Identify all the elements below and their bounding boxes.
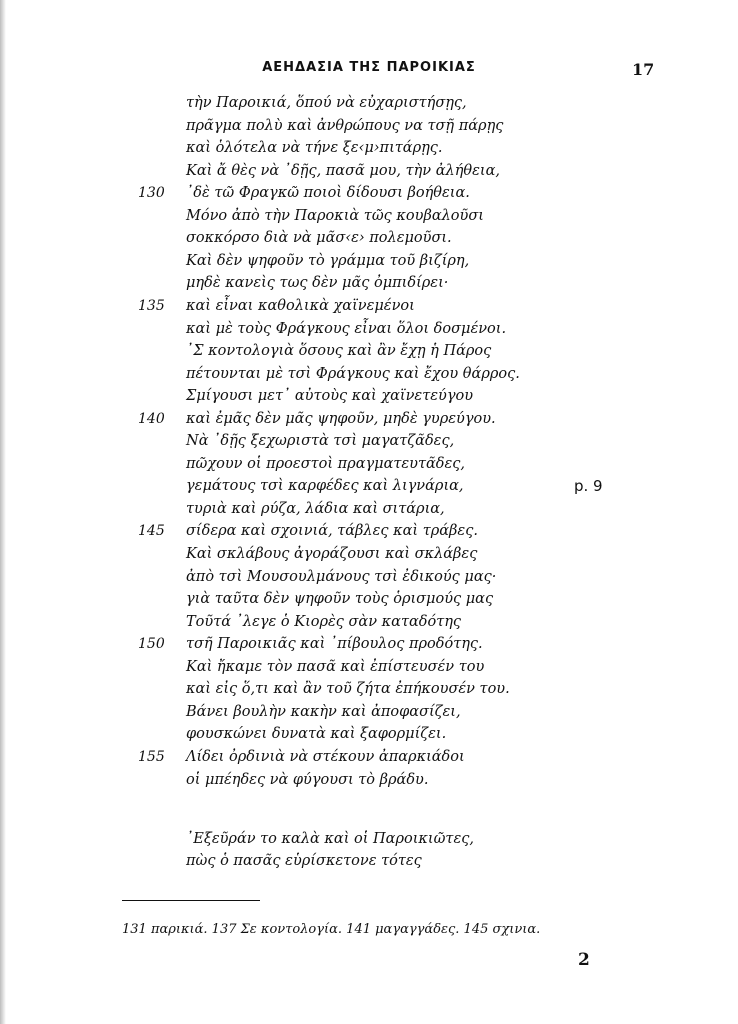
line-number: 140 — [138, 410, 165, 427]
poem-line — [0, 182, 738, 204]
poem-line — [0, 791, 738, 813]
line-text: Καὶ δὲν ψηφοῦν τὸ γράμμα τοῦ βιζίρη, — [186, 252, 470, 269]
line-text: μηδὲ κανεὶς τως δὲν μᾶς ὀμπιδίρει· — [186, 275, 449, 292]
line-text: Καὶ ἄ θὲς νὰ ᾽δῇς, πασᾶ μου, τὴν ἀλήθεια, — [186, 162, 500, 179]
poem-line — [0, 611, 738, 633]
line-text: καὶ εἰς ὅ,τι καὶ ἂν τοῦ ζήτα ἐπήκουσέν του. — [186, 681, 510, 698]
poem-line — [0, 723, 738, 745]
line-text: Μόνο ἀπὸ τὴν Παροκιὰ τῶς κουβαλοῦσι — [186, 207, 484, 224]
poem-line — [0, 566, 738, 588]
poem-line — [0, 137, 738, 159]
line-text: ᾽Σ κοντολογιὰ ὅσους καὶ ἂν ἔχῃ ἡ Πάρος — [186, 343, 492, 360]
line-text: ᾽Εξεῦράν το καλὰ καὶ οἱ Παροικιῶτες, — [186, 830, 474, 847]
running-header-title: ΑΕΗΔΑΣΙΑ ΤΗΣ ΠΑΡΟΙΚΙΑΣ — [262, 60, 476, 75]
poem-line — [0, 520, 738, 542]
poem-line — [0, 272, 738, 294]
poem-line — [0, 769, 738, 791]
poem-line — [0, 430, 738, 452]
poem-line — [0, 160, 738, 182]
line-text: τυριὰ καὶ ρύζα, λάδια καὶ σιτάρια, — [186, 500, 445, 517]
poem-line — [0, 115, 738, 137]
line-text: καὶ εἶναι καθολικὰ χαϊνεμένοι — [186, 298, 415, 314]
line-text: τὴν Παροικιά, ὅπού νὰ εὐχαριστήσῃς, — [186, 95, 467, 111]
line-text: ἀπὸ τσὶ Μουσουλμάνους τσὶ ἐδικούς μας· — [186, 568, 497, 585]
line-text: γεμάτους τσὶ καρφέδες καὶ λιγνάρια, — [186, 478, 464, 495]
poem-line — [0, 227, 738, 249]
poem-line — [0, 453, 738, 475]
poem-line — [0, 543, 738, 565]
poem-line — [0, 588, 738, 610]
line-text: πρᾶγμα πολὺ καὶ ἀνθρώπους να τσῇ πάρῃς — [186, 117, 504, 134]
line-number: 145 — [138, 523, 165, 540]
poem-line — [0, 498, 738, 520]
line-text: γιὰ ταῦτα δὲν ψηφοῦν τοὺς ὁρισμούς μας — [186, 591, 494, 608]
line-text: καὶ ὁλότελα νὰ τήνε ξε‹μ›πιτάρῃς. — [186, 140, 443, 157]
poem-line — [0, 678, 738, 700]
line-text: Λίδει ὀρδινιὰ νὰ στέκουν ἀπαρκιάδοι — [186, 749, 465, 765]
line-text: πὼς ὁ πασᾶς εὑρίσκετονε τότες — [186, 853, 422, 870]
line-number: 135 — [138, 298, 165, 314]
poem-line — [0, 656, 738, 678]
poem-line — [0, 205, 738, 227]
poem-line — [0, 385, 738, 407]
poem-line — [0, 850, 738, 872]
poem-line — [0, 318, 738, 340]
poem-line — [0, 633, 738, 655]
line-text: καὶ μὲ τοὺς Φράγκους εἶναι ὅλοι δοσμένοι. — [186, 320, 507, 337]
line-number: 155 — [138, 749, 165, 765]
line-number: 130 — [138, 185, 165, 202]
poem-line — [0, 340, 738, 362]
line-text: οἱ μπέηδες νὰ φύγουσι τὸ βράδυ. — [186, 771, 429, 788]
poem-line — [0, 250, 738, 272]
line-text: Καὶ ἤκαμε τὸν πασᾶ καὶ ἐπίστευσέν του — [186, 658, 485, 675]
footnote-divider — [122, 900, 260, 901]
poem-line — [0, 828, 738, 850]
line-text: Νὰ ᾽δῇς ξεχωριστὰ τσὶ μαγατζᾶδες, — [186, 433, 455, 450]
poem-line — [0, 363, 738, 385]
signature-mark: 2 — [578, 950, 590, 970]
poem-line — [0, 295, 738, 317]
line-text: σοκκόρσο διὰ νὰ μᾶσ‹ε› πολεμοῦσι. — [186, 230, 452, 247]
poem-line — [0, 475, 738, 497]
line-number: 150 — [138, 636, 165, 653]
poem-line — [0, 408, 738, 430]
poem-line — [0, 746, 738, 768]
line-text: Βάνει βουλὴν κακὴν καὶ ἀποφασίζει, — [186, 703, 461, 720]
line-text: καὶ ἐμᾶς δὲν μᾶς ψηφοῦν, μηδὲ γυρεύγου. — [186, 410, 496, 427]
line-text: Τοῦτά ᾽λεγε ὁ Κιορὲς σὰν καταδότης — [186, 613, 462, 630]
page-number: 17 — [632, 60, 655, 79]
footnote-apparatus: 131 παρικιά. 137 Σε κοντολογία. 141 μαγαγγάδες. 145 σχινια. — [122, 922, 541, 937]
line-text: σίδερα καὶ σχοινιά, τάβλες καὶ τράβες. — [186, 523, 478, 540]
line-text: φουσκώνει δυνατὰ καὶ ξαφορμίζει. — [186, 726, 447, 743]
poem-line — [0, 92, 738, 114]
poem-line — [0, 701, 738, 723]
line-text: τσῆ Παροικιᾶς καὶ ᾽πίβουλος προδότης. — [186, 636, 483, 653]
line-text: Σμίγουσι μετ᾽ αὐτοὺς καὶ χαϊνετεύγου — [186, 388, 474, 405]
line-text: ᾽δὲ τῶ Φραγκῶ ποιοὶ δίδουσι βοήθεια. — [186, 185, 470, 202]
marginal-page-reference: p. 9 — [574, 477, 603, 496]
line-text: πῶχουν οἱ προεστοὶ πραγματευτᾶδες, — [186, 455, 466, 472]
line-text: πέτουνται μὲ τσὶ Φράγκους καὶ ἔχου θάρρος. — [186, 365, 520, 382]
line-text: Καὶ σκλάβους ἀγοράζουσι καὶ σκλάβες — [186, 546, 478, 562]
